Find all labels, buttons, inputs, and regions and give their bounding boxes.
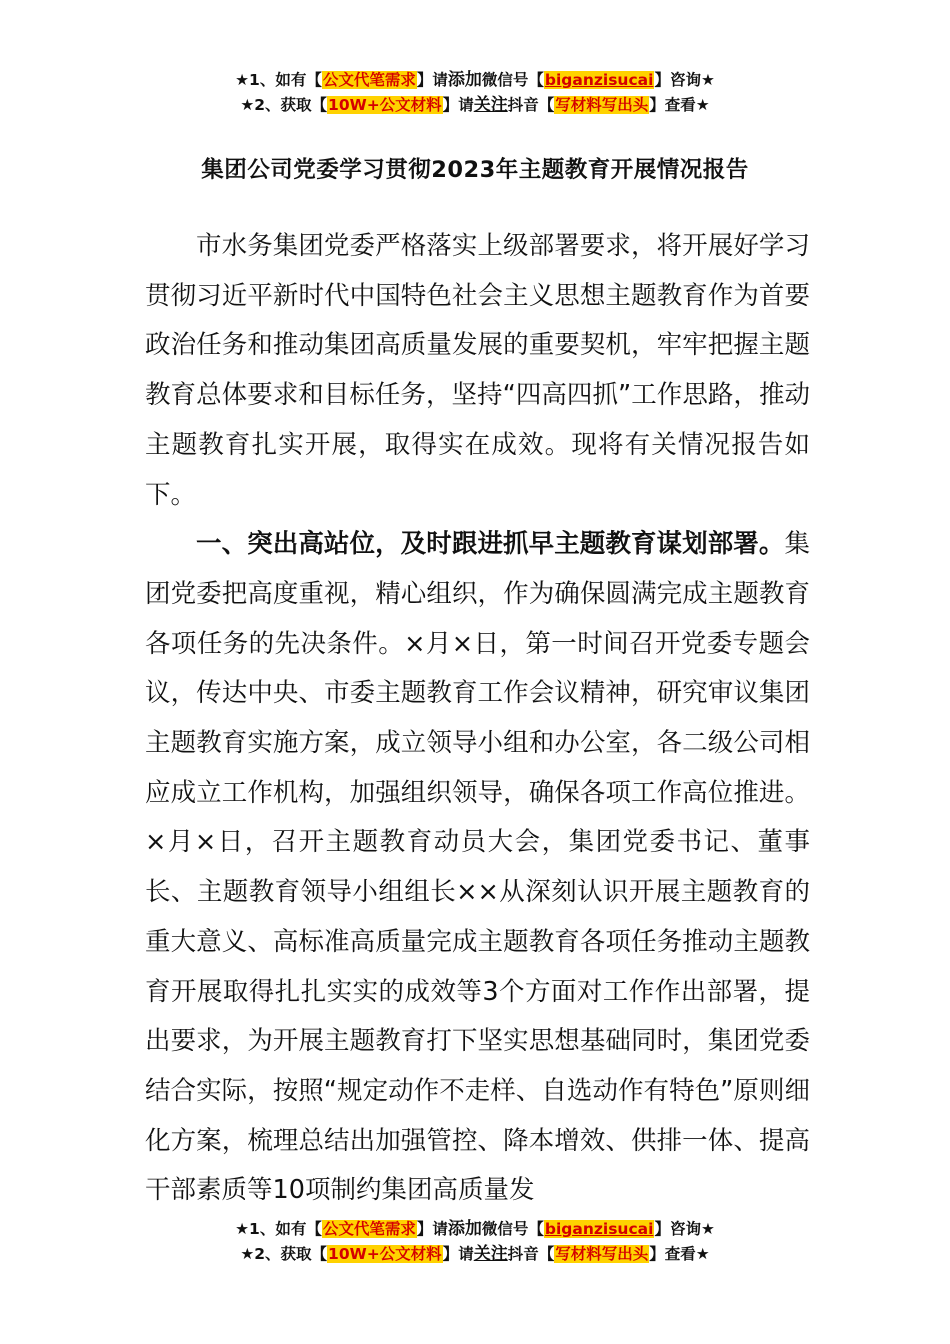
douyin-account: 写材料写出头 <box>555 96 649 114</box>
promo-line-1: ★1、如有【公文代笔需求】请添加微信号【biganzisucai】咨询★ <box>235 70 715 90</box>
wechat-id: biganzisucai <box>544 71 654 89</box>
douyin-account: 写材料写出头 <box>555 1245 649 1263</box>
section-1-body: 集团党委把高度重视，精心组织，作为确保圆满完成主题教育各项任务的先决条件。×月×日，第一时间召开党委专题会议，传达中央、市委主题教育工作会议精神，研究审议集团主题教育实施方案，成立领导小组和办公室，各二级公司相应成立工作机构，加强组织领导，确保各项工作高位推进。×月×日，召开主题教育动员大会，集团党委书记、董事长、主题教育领导小组组长××从深刻认识开展主题教育的重大意义、高标准高质量完成主题教育各项任务推动主题教育开展取得扎扎实实的成效等3个方面对工作作出部署，提出要求，为开展主题教育打下坚实思想基础同时，集团党委结合实际，按照“规定动作不走样、自选动作有特色”原则细化方案，梳理总结出加强管控、降本增效、供排一体、提高干部素质等10项制约集团高质量发 <box>145 529 810 1206</box>
promo-line-1: ★1、如有【公文代笔需求】请添加微信号【biganzisucai】咨询★ <box>235 1219 715 1239</box>
intro-paragraph: 市水务集团党委严格落实上级部署要求，将开展好学习贯彻习近平新时代中国特色社会主义思想主题教育作为首要政治任务和推动集团高质量发展的重要契机，牢牢把握主题教育总体要求和目标任务，坚持“四高四抓”工作思路，推动主题教育扎实开展，取得实在成效。现将有关情况报告如下。 <box>145 231 810 510</box>
promo-line-2: ★2、获取【10W+公文材料】请关注抖音【写材料写出头】查看★ <box>240 95 710 115</box>
section-1-paragraph <box>145 520 810 1216</box>
promo-banner-top <box>0 68 950 118</box>
document-body <box>145 222 810 1216</box>
section-1-heading: 一、突出高站位，及时跟进抓早主题教育谋划部署。 <box>196 529 785 560</box>
document-title: 集团公司党委学习贯彻2023年主题教育开展情况报告 <box>201 157 749 183</box>
promo-banner-bottom <box>0 1217 950 1267</box>
wechat-id: biganzisucai <box>544 1220 654 1238</box>
promo-line-2: ★2、获取【10W+公文材料】请关注抖音【写材料写出头】查看★ <box>240 1244 710 1264</box>
